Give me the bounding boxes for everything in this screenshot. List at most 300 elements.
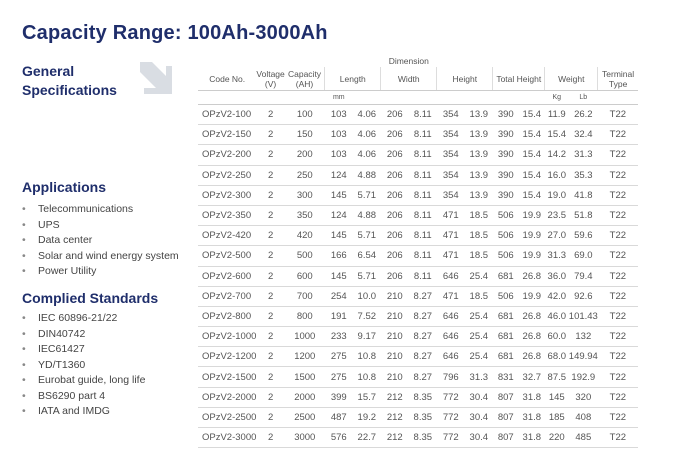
table-cell: 210 bbox=[381, 347, 409, 367]
table-cell: 8.11 bbox=[409, 205, 437, 225]
table-cell: 15.4 bbox=[519, 165, 545, 185]
dimension-header: Dimension bbox=[388, 55, 429, 66]
table-row bbox=[198, 226, 638, 246]
table-cell: 2000 bbox=[285, 387, 325, 407]
table-cell: 7.52 bbox=[353, 306, 381, 326]
table-cell: 2 bbox=[256, 226, 284, 246]
list-item: • IATA and IMDG bbox=[22, 404, 145, 420]
page-title: Capacity Range: 100Ah-3000Ah bbox=[22, 22, 328, 44]
table-cell: 19.9 bbox=[519, 226, 545, 246]
table-cell: 390 bbox=[493, 125, 519, 145]
table-cell: OPzV2-150 bbox=[198, 125, 256, 145]
table-cell: 26.8 bbox=[519, 347, 545, 367]
table-cell: 166 bbox=[325, 246, 353, 266]
table-cell: 35.3 bbox=[569, 165, 598, 185]
table-cell: 10.8 bbox=[353, 347, 381, 367]
table-cell: 30.4 bbox=[465, 428, 493, 448]
table-cell: 2 bbox=[256, 428, 284, 448]
table-cell: T22 bbox=[598, 367, 638, 387]
table-cell: 8.11 bbox=[409, 266, 437, 286]
list-item: • Power Utility bbox=[22, 264, 179, 280]
table-cell: 471 bbox=[437, 246, 465, 266]
table-cell: 2 bbox=[256, 286, 284, 306]
table-cell: T22 bbox=[598, 205, 638, 225]
table-cell: OPzV2-420 bbox=[198, 226, 256, 246]
table-cell: 19.9 bbox=[519, 286, 545, 306]
table-cell: T22 bbox=[598, 185, 638, 205]
table-cell: 25.4 bbox=[465, 347, 493, 367]
table-cell: T22 bbox=[598, 105, 638, 125]
list-item: • Eurobat guide, long life bbox=[22, 373, 145, 389]
table-cell: 100 bbox=[285, 105, 325, 125]
table-cell: 15.4 bbox=[519, 125, 545, 145]
table-cell: 8.11 bbox=[409, 165, 437, 185]
table-cell: 8.27 bbox=[409, 306, 437, 326]
table-cell: 5.71 bbox=[353, 185, 381, 205]
table-cell: 15.4 bbox=[519, 185, 545, 205]
table-cell: 25.4 bbox=[465, 306, 493, 326]
specifications-table bbox=[198, 54, 638, 448]
table-cell: 2 bbox=[256, 327, 284, 347]
table-row bbox=[198, 185, 638, 205]
table-cell: 15.4 bbox=[519, 105, 545, 125]
table-cell: 32.4 bbox=[569, 125, 598, 145]
table-cell: OPzV2-2000 bbox=[198, 387, 256, 407]
table-cell: 60.0 bbox=[545, 327, 569, 347]
table-cell: 2 bbox=[256, 367, 284, 387]
table-cell: 772 bbox=[437, 387, 465, 407]
table-cell: 192.9 bbox=[569, 367, 598, 387]
capacity-header: Capacity (AH) bbox=[285, 67, 325, 91]
table-cell: 32.7 bbox=[519, 367, 545, 387]
table-cell: 31.3 bbox=[545, 246, 569, 266]
general-heading-line1: General bbox=[22, 63, 75, 79]
table-cell: 14.2 bbox=[545, 145, 569, 165]
table-cell: 149.94 bbox=[569, 347, 598, 367]
table-cell: 150 bbox=[285, 125, 325, 145]
list-item: • Solar and wind energy system bbox=[22, 249, 179, 265]
table-cell: T22 bbox=[598, 226, 638, 246]
table-cell: 3000 bbox=[285, 428, 325, 448]
table-cell: T22 bbox=[598, 145, 638, 165]
table-cell: 13.9 bbox=[465, 165, 493, 185]
table-cell: 69.0 bbox=[569, 246, 598, 266]
table-cell: 31.8 bbox=[519, 428, 545, 448]
table-cell: OPzV2-800 bbox=[198, 306, 256, 326]
table-cell: 13.9 bbox=[465, 145, 493, 165]
table-row bbox=[198, 306, 638, 326]
table-cell: OPzV2-350 bbox=[198, 205, 256, 225]
table-cell: 300 bbox=[285, 185, 325, 205]
table-cell: 92.6 bbox=[569, 286, 598, 306]
list-item: • IEC61427 bbox=[22, 342, 145, 358]
table-cell: 471 bbox=[437, 226, 465, 246]
table-cell: 275 bbox=[325, 367, 353, 387]
table-cell: OPzV2-250 bbox=[198, 165, 256, 185]
table-row bbox=[198, 266, 638, 286]
table-cell: 2 bbox=[256, 165, 284, 185]
bullet-icon: • bbox=[22, 389, 26, 402]
table-cell: OPzV2-1000 bbox=[198, 327, 256, 347]
table-cell: 390 bbox=[493, 145, 519, 165]
table-cell: 206 bbox=[381, 205, 409, 225]
table-cell: 8.11 bbox=[409, 185, 437, 205]
table-cell: 420 bbox=[285, 226, 325, 246]
list-item: • Data center bbox=[22, 233, 179, 249]
bullet-icon: • bbox=[22, 327, 26, 340]
table-cell: 4.88 bbox=[353, 205, 381, 225]
table-cell: 506 bbox=[493, 246, 519, 266]
table-cell: 19.9 bbox=[519, 246, 545, 266]
table-cell: 31.3 bbox=[465, 367, 493, 387]
table-cell: 16.0 bbox=[545, 165, 569, 185]
table-cell: 31.8 bbox=[519, 387, 545, 407]
table-cell: 354 bbox=[437, 145, 465, 165]
applications-list bbox=[22, 202, 179, 280]
table-cell: 681 bbox=[493, 327, 519, 347]
bullet-icon: • bbox=[22, 203, 26, 215]
table-cell: 233 bbox=[325, 327, 353, 347]
table-cell: 185 bbox=[545, 407, 569, 427]
table-cell: 101.43 bbox=[569, 306, 598, 326]
table-row bbox=[198, 165, 638, 185]
table-cell: 4.88 bbox=[353, 165, 381, 185]
table-cell: 8.27 bbox=[409, 327, 437, 347]
table-cell: 36.0 bbox=[545, 266, 569, 286]
table-cell: 212 bbox=[381, 387, 409, 407]
table-cell: 31.8 bbox=[519, 407, 545, 427]
table-cell: 1200 bbox=[285, 347, 325, 367]
table-cell: 59.6 bbox=[569, 226, 598, 246]
table-row bbox=[198, 205, 638, 225]
bullet-icon: • bbox=[22, 358, 26, 371]
table-cell: 27.0 bbox=[545, 226, 569, 246]
table-cell: 681 bbox=[493, 266, 519, 286]
table-cell: OPzV2-1500 bbox=[198, 367, 256, 387]
table-cell: 506 bbox=[493, 226, 519, 246]
kg-unit-label: Kg bbox=[545, 91, 569, 105]
table-row bbox=[198, 246, 638, 266]
table-cell: 487 bbox=[325, 407, 353, 427]
table-cell: 210 bbox=[381, 306, 409, 326]
table-cell: 210 bbox=[381, 327, 409, 347]
table-cell: T22 bbox=[598, 387, 638, 407]
table-cell: 79.4 bbox=[569, 266, 598, 286]
table-cell: 390 bbox=[493, 165, 519, 185]
table-cell: 145 bbox=[325, 266, 353, 286]
table-cell: 31.3 bbox=[569, 145, 598, 165]
table-cell: 8.11 bbox=[409, 105, 437, 125]
table-cell: 10.8 bbox=[353, 367, 381, 387]
table-cell: 2 bbox=[256, 306, 284, 326]
table-cell: 254 bbox=[325, 286, 353, 306]
table-cell: 800 bbox=[285, 306, 325, 326]
table-cell: 210 bbox=[381, 367, 409, 387]
table-cell: 23.5 bbox=[545, 205, 569, 225]
table-cell: 646 bbox=[437, 306, 465, 326]
table-cell: T22 bbox=[598, 125, 638, 145]
table-cell: 354 bbox=[437, 125, 465, 145]
table-cell: 103 bbox=[325, 145, 353, 165]
table-cell: 8.27 bbox=[409, 347, 437, 367]
bullet-icon: • bbox=[22, 405, 26, 417]
table-cell: 354 bbox=[437, 185, 465, 205]
lb-unit-label: Lb bbox=[569, 91, 598, 105]
table-row bbox=[198, 145, 638, 165]
table-cell: 807 bbox=[493, 387, 519, 407]
table-cell: 681 bbox=[493, 347, 519, 367]
table-cell: 275 bbox=[325, 347, 353, 367]
bullet-icon: • bbox=[22, 234, 26, 246]
table-cell: 646 bbox=[437, 266, 465, 286]
general-specifications-heading bbox=[22, 62, 117, 100]
table-cell: 41.8 bbox=[569, 185, 598, 205]
bullet-icon: • bbox=[22, 374, 26, 386]
bullet-icon: • bbox=[22, 249, 26, 262]
table-cell: T22 bbox=[598, 306, 638, 326]
list-item: • IEC 60896-21/22 bbox=[22, 311, 145, 327]
table-cell: 8.35 bbox=[409, 407, 437, 427]
bullet-icon: • bbox=[22, 343, 26, 355]
table-cell: 390 bbox=[493, 185, 519, 205]
table-cell: T22 bbox=[598, 327, 638, 347]
table-cell: 13.9 bbox=[465, 185, 493, 205]
table-cell: 206 bbox=[381, 266, 409, 286]
table-row bbox=[198, 286, 638, 306]
list-item: • BS6290 part 4 bbox=[22, 389, 145, 405]
table-cell: T22 bbox=[598, 347, 638, 367]
standards-list bbox=[22, 311, 145, 420]
table-cell: 10.0 bbox=[353, 286, 381, 306]
table-row bbox=[198, 367, 638, 387]
table-cell: 506 bbox=[493, 205, 519, 225]
table-body bbox=[198, 105, 638, 448]
applications-heading: Applications bbox=[22, 179, 107, 195]
table-cell: 200 bbox=[285, 145, 325, 165]
table-cell: 206 bbox=[381, 145, 409, 165]
table-cell: 4.06 bbox=[353, 125, 381, 145]
table-cell: 18.5 bbox=[465, 226, 493, 246]
table-cell: 646 bbox=[437, 327, 465, 347]
bullet-icon: • bbox=[22, 265, 26, 277]
table-cell: 30.4 bbox=[465, 387, 493, 407]
table-cell: 13.9 bbox=[465, 125, 493, 145]
table-cell: 471 bbox=[437, 286, 465, 306]
table-cell: 772 bbox=[437, 428, 465, 448]
table-cell: 2 bbox=[256, 387, 284, 407]
table-cell: 42.0 bbox=[545, 286, 569, 306]
table-cell: 320 bbox=[569, 387, 598, 407]
table-cell: 220 bbox=[545, 428, 569, 448]
table-cell: 500 bbox=[285, 246, 325, 266]
table-cell: 8.27 bbox=[409, 286, 437, 306]
table-cell: 2 bbox=[256, 246, 284, 266]
table-cell: 6.54 bbox=[353, 246, 381, 266]
table-cell: 13.9 bbox=[465, 105, 493, 125]
table-cell: 145 bbox=[325, 185, 353, 205]
table-cell: 471 bbox=[437, 205, 465, 225]
table-cell: 191 bbox=[325, 306, 353, 326]
table-cell: 506 bbox=[493, 286, 519, 306]
table-cell: 681 bbox=[493, 306, 519, 326]
table-cell: 5.71 bbox=[353, 266, 381, 286]
table-cell: 576 bbox=[325, 428, 353, 448]
bullet-icon: • bbox=[22, 218, 26, 231]
table-cell: 354 bbox=[437, 105, 465, 125]
table-cell: 2 bbox=[256, 347, 284, 367]
width-header: Width bbox=[381, 67, 437, 91]
table-cell: 8.11 bbox=[409, 145, 437, 165]
table-cell: 354 bbox=[437, 165, 465, 185]
table-cell: 19.9 bbox=[519, 205, 545, 225]
list-item: • DIN40742 bbox=[22, 327, 145, 343]
table-cell: 87.5 bbox=[545, 367, 569, 387]
table-cell: 210 bbox=[381, 286, 409, 306]
table-cell: 124 bbox=[325, 165, 353, 185]
table-cell: 390 bbox=[493, 105, 519, 125]
table-cell: 206 bbox=[381, 246, 409, 266]
table-cell: 408 bbox=[569, 407, 598, 427]
table-cell: 103 bbox=[325, 105, 353, 125]
table-cell: 25.4 bbox=[465, 266, 493, 286]
table-cell: 8.35 bbox=[409, 428, 437, 448]
general-heading-line2: Specifications bbox=[22, 82, 117, 98]
table-cell: 600 bbox=[285, 266, 325, 286]
table-cell: OPzV2-100 bbox=[198, 105, 256, 125]
table-cell: 796 bbox=[437, 367, 465, 387]
table-cell: T22 bbox=[598, 266, 638, 286]
table-cell: 15.7 bbox=[353, 387, 381, 407]
table-cell: T22 bbox=[598, 428, 638, 448]
table-cell: OPzV2-500 bbox=[198, 246, 256, 266]
table-cell: OPzV2-3000 bbox=[198, 428, 256, 448]
table-cell: 807 bbox=[493, 407, 519, 427]
table-cell: 206 bbox=[381, 105, 409, 125]
table-cell: 2 bbox=[256, 125, 284, 145]
table-cell: 807 bbox=[493, 428, 519, 448]
arrow-down-right-icon bbox=[136, 58, 176, 98]
total-height-header: Total Height bbox=[493, 67, 545, 91]
table-cell: 2 bbox=[256, 145, 284, 165]
table-cell: 1500 bbox=[285, 367, 325, 387]
list-item: • UPS bbox=[22, 218, 179, 234]
table-cell: 4.06 bbox=[353, 105, 381, 125]
table-cell: 206 bbox=[381, 165, 409, 185]
table-row bbox=[198, 407, 638, 427]
table-cell: 2 bbox=[256, 205, 284, 225]
complied-standards-heading: Complied Standards bbox=[22, 290, 159, 306]
list-item: • Telecommunications bbox=[22, 202, 179, 218]
table-cell: 2 bbox=[256, 105, 284, 125]
table-cell: 68.0 bbox=[545, 347, 569, 367]
table-cell: 26.2 bbox=[569, 105, 598, 125]
table-cell: OPzV2-200 bbox=[198, 145, 256, 165]
table-cell: 8.11 bbox=[409, 226, 437, 246]
table-cell: 212 bbox=[381, 407, 409, 427]
table-cell: 145 bbox=[325, 226, 353, 246]
table-row bbox=[198, 327, 638, 347]
table-cell: 145 bbox=[545, 387, 569, 407]
table-cell: 18.5 bbox=[465, 205, 493, 225]
table-cell: OPzV2-300 bbox=[198, 185, 256, 205]
table-cell: 485 bbox=[569, 428, 598, 448]
table-cell: 15.4 bbox=[519, 145, 545, 165]
code-header: Code No. bbox=[198, 67, 256, 91]
table-cell: 1000 bbox=[285, 327, 325, 347]
table-cell: T22 bbox=[598, 246, 638, 266]
table-cell: 646 bbox=[437, 347, 465, 367]
table-cell: T22 bbox=[598, 407, 638, 427]
table-cell: 46.0 bbox=[545, 306, 569, 326]
table-cell: 2 bbox=[256, 266, 284, 286]
table-cell: 2 bbox=[256, 185, 284, 205]
table-cell: 350 bbox=[285, 205, 325, 225]
table-cell: 15.4 bbox=[545, 125, 569, 145]
table-cell: 51.8 bbox=[569, 205, 598, 225]
table-row bbox=[198, 125, 638, 145]
weight-header: Weight bbox=[545, 67, 598, 91]
table-cell: 26.8 bbox=[519, 266, 545, 286]
list-item: • YD/T1360 bbox=[22, 358, 145, 374]
table-cell: 8.11 bbox=[409, 125, 437, 145]
voltage-header: Voltage (V) bbox=[256, 68, 285, 89]
table-cell: T22 bbox=[598, 165, 638, 185]
table-cell: 132 bbox=[569, 327, 598, 347]
table-cell: 9.17 bbox=[353, 327, 381, 347]
table-row bbox=[198, 387, 638, 407]
table-cell: 30.4 bbox=[465, 407, 493, 427]
mm-unit-label: mm bbox=[325, 91, 353, 105]
table-cell: 25.4 bbox=[465, 327, 493, 347]
table-cell: 8.27 bbox=[409, 367, 437, 387]
table-cell: OPzV2-700 bbox=[198, 286, 256, 306]
table-cell: 2 bbox=[256, 407, 284, 427]
table-cell: 22.7 bbox=[353, 428, 381, 448]
table-cell: OPzV2-2500 bbox=[198, 407, 256, 427]
table-cell: 19.0 bbox=[545, 185, 569, 205]
table-row bbox=[198, 105, 638, 125]
table-cell: 399 bbox=[325, 387, 353, 407]
table-cell: 103 bbox=[325, 125, 353, 145]
table-cell: 26.8 bbox=[519, 306, 545, 326]
table-row bbox=[198, 428, 638, 448]
table-cell: 831 bbox=[493, 367, 519, 387]
table-cell: 212 bbox=[381, 428, 409, 448]
table-cell: 8.35 bbox=[409, 387, 437, 407]
terminal-type-header: Terminal Type bbox=[598, 67, 638, 91]
table-cell: 19.2 bbox=[353, 407, 381, 427]
table-cell: 2500 bbox=[285, 407, 325, 427]
table-cell: 700 bbox=[285, 286, 325, 306]
table-cell: 8.11 bbox=[409, 246, 437, 266]
table-cell: 250 bbox=[285, 165, 325, 185]
table-cell: 5.71 bbox=[353, 226, 381, 246]
table-cell: OPzV2-600 bbox=[198, 266, 256, 286]
table-cell: T22 bbox=[598, 286, 638, 306]
height-header: Height bbox=[437, 67, 493, 91]
table-cell: 124 bbox=[325, 205, 353, 225]
length-header: Length bbox=[325, 67, 381, 91]
table-cell: 206 bbox=[381, 125, 409, 145]
table-cell: OPzV2-1200 bbox=[198, 347, 256, 367]
table-cell: 4.06 bbox=[353, 145, 381, 165]
table-cell: 26.8 bbox=[519, 327, 545, 347]
table-cell: 18.5 bbox=[465, 246, 493, 266]
table-cell: 206 bbox=[381, 185, 409, 205]
table-cell: 18.5 bbox=[465, 286, 493, 306]
table-cell: 772 bbox=[437, 407, 465, 427]
table-cell: 206 bbox=[381, 226, 409, 246]
